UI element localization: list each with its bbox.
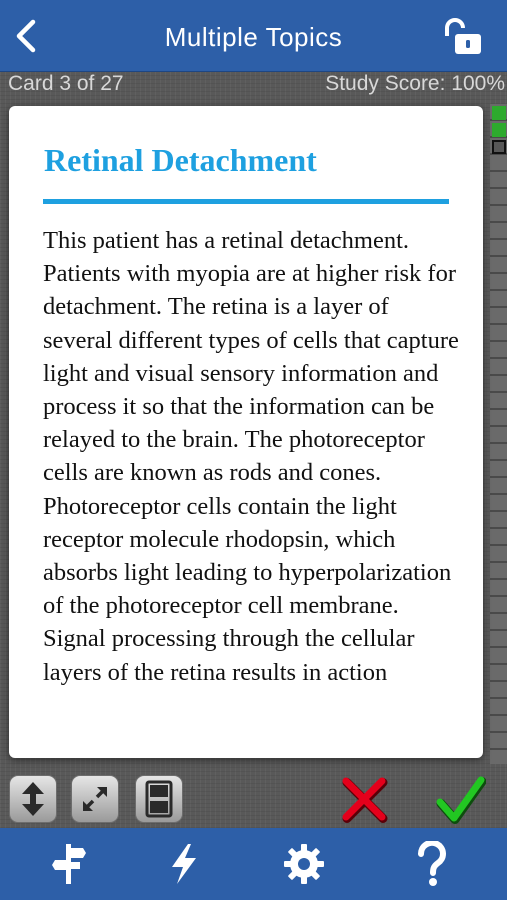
lock-button[interactable] bbox=[439, 14, 487, 58]
tab-quick-study[interactable] bbox=[154, 838, 214, 890]
progress-cell-done bbox=[492, 123, 506, 137]
progress-cell-current bbox=[492, 140, 506, 154]
question-mark-icon bbox=[416, 841, 448, 887]
card-progress-strip bbox=[490, 104, 507, 764]
mark-correct-button[interactable] bbox=[432, 772, 488, 826]
tab-help[interactable] bbox=[402, 838, 462, 890]
card-counter: Card 3 of 27 bbox=[8, 72, 124, 95]
flip-card-button[interactable] bbox=[9, 775, 57, 823]
card-body-text: This patient has a retinal detachment. Patients with myopia are at higher risk for detachment. The retina is a layer of several different types of cells that capture light and visual sensory information and process it so that the information can be relayed to the brain. The photoreceptor cells are known as rods and cones. Photoreceptor cells contain the light receptor molecule rhodopsin, which absorbs light leading to hyperpolarization of the photoreceptor cell membrane. Signal processing through the cellular layers of the retina results in action bbox=[43, 227, 459, 686]
title-divider bbox=[43, 199, 449, 204]
vertical-arrows-icon bbox=[19, 780, 47, 818]
gear-icon bbox=[283, 843, 325, 885]
mark-wrong-button[interactable] bbox=[336, 772, 392, 826]
expand-diagonal-icon bbox=[81, 785, 109, 813]
unlocked-padlock-icon bbox=[441, 16, 485, 56]
expand-button[interactable] bbox=[71, 775, 119, 823]
study-score: Study Score: 100% bbox=[325, 72, 505, 95]
split-card-icon bbox=[144, 780, 174, 818]
page-title: Multiple Topics bbox=[164, 22, 343, 52]
card-title: Retinal Detachment bbox=[44, 142, 317, 178]
bottom-tab-bar bbox=[0, 828, 507, 900]
split-view-button[interactable] bbox=[135, 775, 183, 823]
lightning-bolt-icon bbox=[168, 842, 200, 886]
correct-check-icon bbox=[434, 774, 486, 824]
tab-topics[interactable] bbox=[38, 838, 98, 890]
navigation-bar bbox=[0, 0, 507, 72]
wrong-x-icon bbox=[338, 775, 390, 823]
status-row bbox=[0, 72, 507, 98]
progress-cell-done bbox=[492, 106, 506, 120]
tab-settings[interactable] bbox=[274, 838, 334, 890]
signpost-icon bbox=[50, 842, 86, 886]
card-toolbar bbox=[0, 766, 507, 828]
flashcard[interactable] bbox=[9, 106, 483, 758]
